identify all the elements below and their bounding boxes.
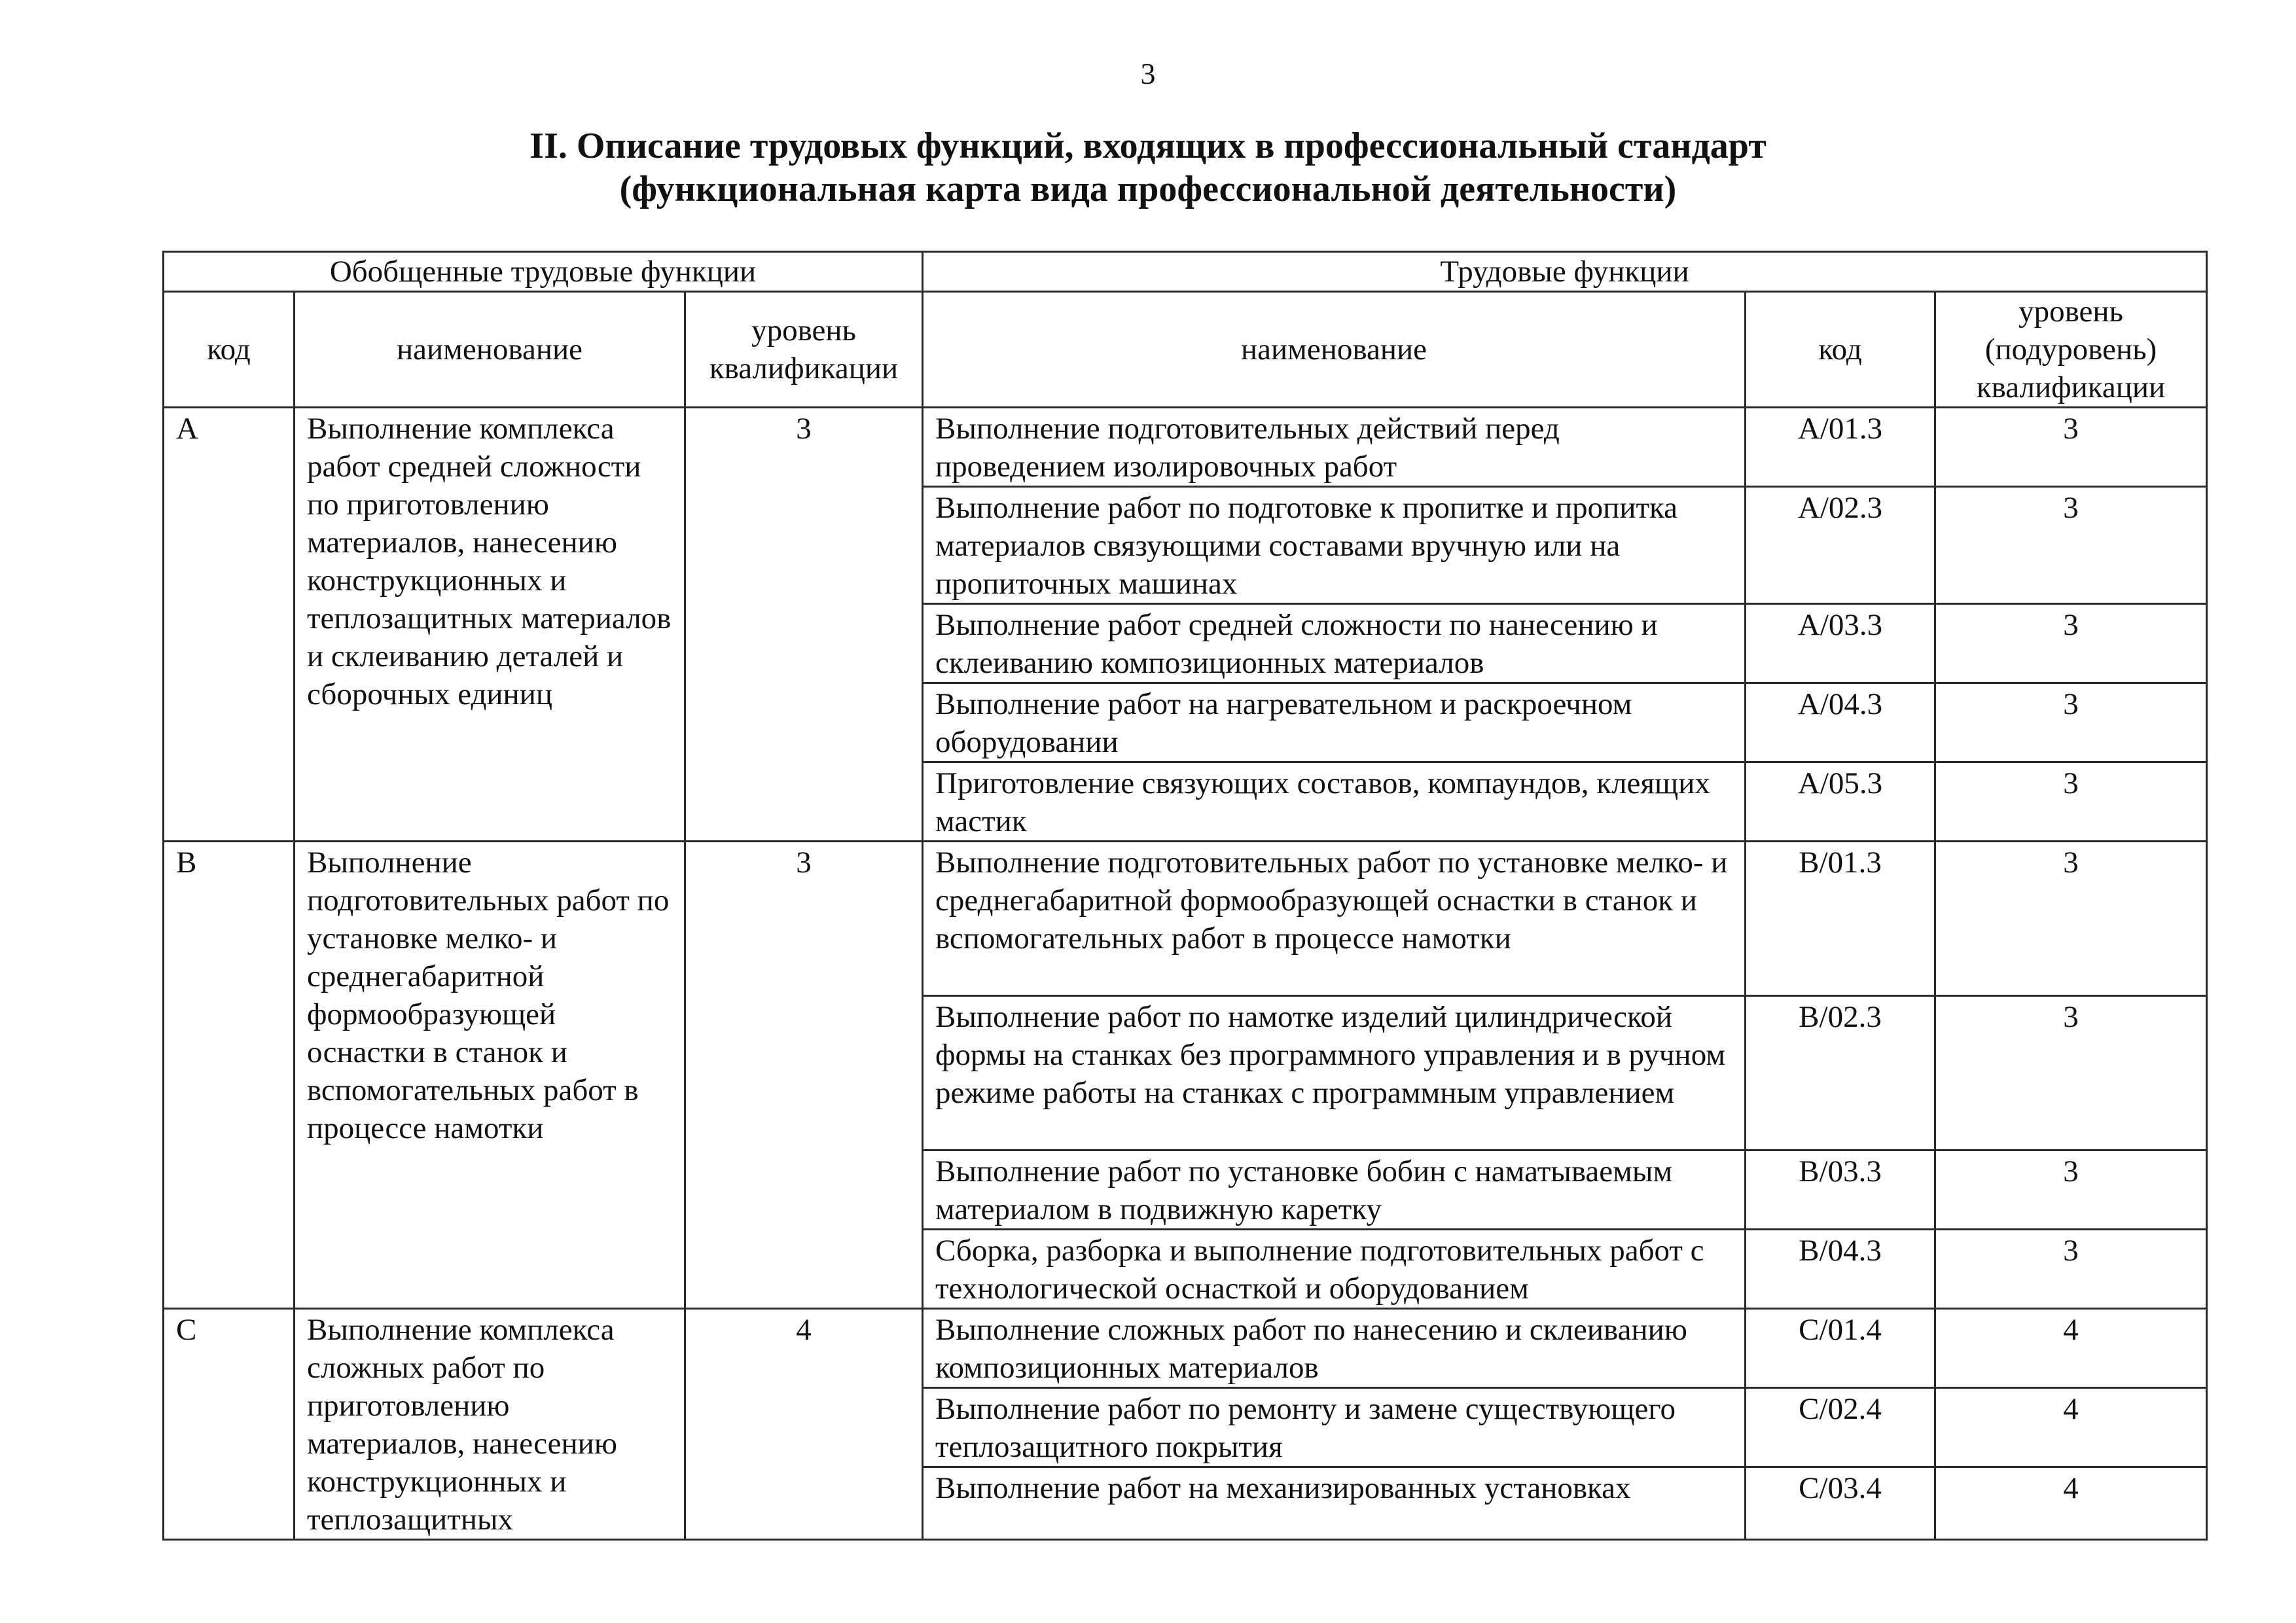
column-header-func-level: уровень (подуровень) квалификации bbox=[1935, 292, 2207, 408]
func-level-cell: 4 bbox=[1935, 1388, 2207, 1467]
func-name-cell: Выполнение работ на механизированных установках bbox=[923, 1467, 1746, 1540]
func-code-cell: A/02.3 bbox=[1746, 487, 1935, 604]
func-name-cell: Выполнение подготовительных действий перед проведением изолировочных работ bbox=[923, 408, 1746, 487]
func-level-cell: 4 bbox=[1935, 1309, 2207, 1388]
func-name-cell: Выполнение сложных работ по нанесению и склеиванию композиционных материалов bbox=[923, 1309, 1746, 1388]
column-header-row bbox=[164, 292, 2207, 408]
func-level-cell: 3 bbox=[1935, 842, 2207, 996]
func-code-cell: A/03.3 bbox=[1746, 604, 1935, 683]
func-code-cell: B/03.3 bbox=[1746, 1150, 1935, 1230]
table-row bbox=[164, 1309, 2207, 1388]
page-title bbox=[0, 124, 2296, 211]
func-code-cell: B/01.3 bbox=[1746, 842, 1935, 996]
func-level-cell: 3 bbox=[1935, 683, 2207, 762]
func-level-cell: 4 bbox=[1935, 1467, 2207, 1540]
gen-level-cell: 4 bbox=[685, 1309, 923, 1540]
generalized-functions-header: Обобщенные трудовые функции bbox=[164, 252, 923, 292]
table-row bbox=[164, 842, 2207, 996]
func-name-cell: Сборка, разборка и выполнение подготовительных работ с технологической оснасткой и оборудованием bbox=[923, 1230, 1746, 1309]
column-header-gen-name: наименование bbox=[295, 292, 685, 408]
gen-code-cell: A bbox=[164, 408, 295, 842]
func-level-cell: 3 bbox=[1935, 996, 2207, 1150]
func-code-cell: B/04.3 bbox=[1746, 1230, 1935, 1309]
func-name-cell: Выполнение работ по подготовке к пропитке и пропитка материалов связующими составами вручную или на пропиточных машинах bbox=[923, 487, 1746, 604]
func-name-cell: Выполнение работ средней сложности по нанесению и склеиванию композиционных материалов bbox=[923, 604, 1746, 683]
column-header-func-name: наименование bbox=[923, 292, 1746, 408]
func-name-cell: Выполнение работ по установке бобин с наматываемым материалом в подвижную каретку bbox=[923, 1150, 1746, 1230]
column-header-gen-level: уровень квалификации bbox=[685, 292, 923, 408]
func-level-cell: 3 bbox=[1935, 604, 2207, 683]
group-header-row bbox=[164, 252, 2207, 292]
column-header-func-code: код bbox=[1746, 292, 1935, 408]
func-name-cell: Выполнение работ на нагревательном и раскроечном оборудовании bbox=[923, 683, 1746, 762]
gen-level-cell: 3 bbox=[685, 408, 923, 842]
gen-name-cell: Выполнение комплекса сложных работ по приготовлению материалов, нанесению конструкционных и теплозащитных bbox=[295, 1309, 685, 1540]
func-name-cell: Выполнение работ по ремонту и замене существующего теплозащитного покрытия bbox=[923, 1388, 1746, 1467]
func-name-cell: Приготовление связующих составов, компаундов, клеящих мастик bbox=[923, 762, 1746, 842]
func-code-cell: B/02.3 bbox=[1746, 996, 1935, 1150]
labor-functions-header: Трудовые функции bbox=[923, 252, 2207, 292]
gen-level-cell: 3 bbox=[685, 842, 923, 1309]
functional-map-table bbox=[162, 251, 2208, 1541]
func-level-cell: 3 bbox=[1935, 762, 2207, 842]
func-name-cell: Выполнение работ по намотке изделий цилиндрической формы на станках без программного управления и в ручном режиме работы на станках с программным управлением bbox=[923, 996, 1746, 1150]
gen-name-cell: Выполнение подготовительных работ по установке мелко- и среднегабаритной формообразующей оснастки в станок и вспомогательных работ в процессе намотки bbox=[295, 842, 685, 1309]
gen-name-cell: Выполнение комплекса работ средней сложности по приготовлению материалов, нанесению конструкционных и теплозащитных материалов и склеиванию деталей и сборочных единиц bbox=[295, 408, 685, 842]
func-level-cell: 3 bbox=[1935, 1150, 2207, 1230]
func-code-cell: C/03.4 bbox=[1746, 1467, 1935, 1540]
page-number: 3 bbox=[1140, 57, 1156, 90]
column-header-gen-code: код bbox=[164, 292, 295, 408]
title-line-1: II. Описание трудовых функций, входящих в профессиональный стандарт bbox=[529, 126, 1767, 166]
func-level-cell: 3 bbox=[1935, 487, 2207, 604]
func-code-cell: A/04.3 bbox=[1746, 683, 1935, 762]
gen-code-cell: B bbox=[164, 842, 295, 1309]
func-code-cell: A/05.3 bbox=[1746, 762, 1935, 842]
func-code-cell: C/01.4 bbox=[1746, 1309, 1935, 1388]
func-name-cell: Выполнение подготовительных работ по установке мелко- и среднегабаритной формообразующей оснастки в станок и вспомогательных работ в процессе намотки bbox=[923, 842, 1746, 996]
func-code-cell: A/01.3 bbox=[1746, 408, 1935, 487]
func-level-cell: 3 bbox=[1935, 1230, 2207, 1309]
func-code-cell: C/02.4 bbox=[1746, 1388, 1935, 1467]
title-line-2: (функциональная карта вида профессиональной деятельности) bbox=[619, 169, 1677, 209]
gen-code-cell: C bbox=[164, 1309, 295, 1540]
table-row bbox=[164, 408, 2207, 487]
func-level-cell: 3 bbox=[1935, 408, 2207, 487]
